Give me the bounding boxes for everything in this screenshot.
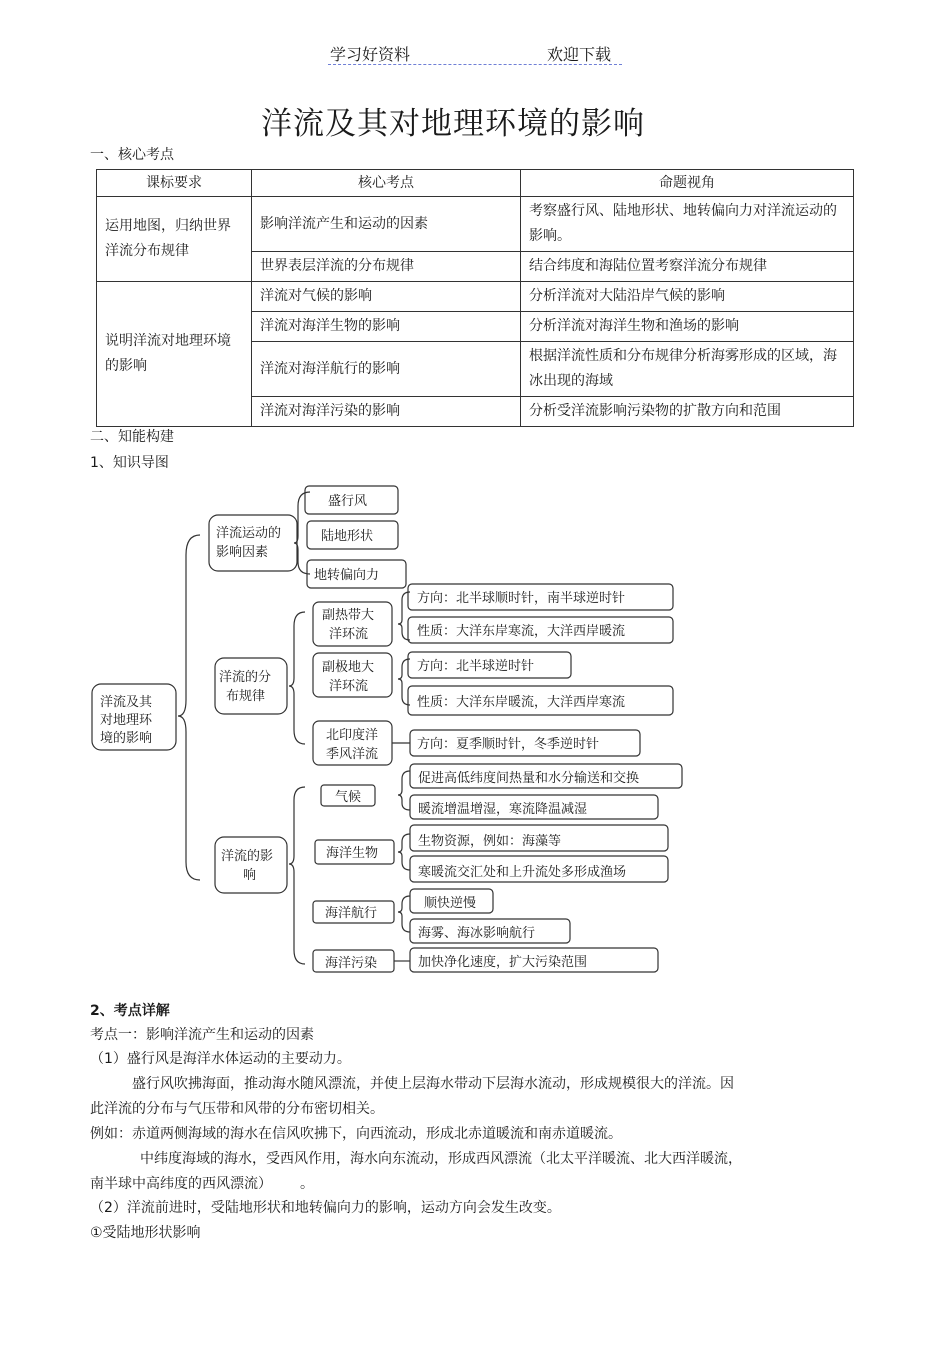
mindmap-node-text: 气候 <box>335 790 362 805</box>
paragraph: 考点一：影响洋流产生和运动的因素 <box>90 1027 314 1043</box>
mindmap-node-text: 海洋航行 <box>325 906 378 921</box>
table-cell-requirement: 说明洋流对地理环境的影响 <box>97 282 252 427</box>
mindmap-leaf-text: 性质：大洋东岸暖流，大洋西岸寒流 <box>417 695 626 710</box>
mindmap-node-text: 洋流的影 <box>221 849 274 864</box>
mindmap-bracket <box>289 787 305 964</box>
mindmap-root-line: 洋流及其 <box>100 695 153 710</box>
mindmap-leaf-text: 生物资源，例如：海藻等 <box>418 834 562 849</box>
header-left: 学习好资料 <box>330 45 411 64</box>
mindmap-leaf-text: 性质：大洋东岸寒流，大洋西岸暖流 <box>417 624 626 639</box>
mindmap-root-line: 对地理环 <box>100 713 153 728</box>
table-cell-angle: 根据洋流性质和分布规律分析海雾形成的区域，海冰出现的海域 <box>521 342 854 397</box>
mindmap-leaf-text: 地转偏向力 <box>314 568 380 583</box>
table-cell-point: 洋流对气候的影响 <box>252 282 521 312</box>
mindmap-node-text: 洋环流 <box>329 627 369 642</box>
mindmap-leaf-text: 方向：北半球顺时针，南半球逆时针 <box>417 591 626 606</box>
mindmap-leaf-text: 加快净化速度，扩大污染范围 <box>418 955 588 970</box>
mindmap-leaf-text: 方向：北半球逆时针 <box>417 659 535 674</box>
paragraph: （2）洋流前进时，受陆地形状和地转偏向力的影响，运动方向会发生改变。 <box>90 1200 561 1216</box>
mindmap-node-text: 副热带大 <box>322 608 375 623</box>
table-cell-angle: 分析洋流对大陆沿岸气候的影响 <box>521 282 854 312</box>
mindmap-node-box <box>215 837 287 893</box>
mindmap-node-text: 海洋生物 <box>326 846 379 861</box>
table-cell-point: 洋流对海洋污染的影响 <box>252 397 521 427</box>
mindmap-node-text: 洋环流 <box>329 679 369 694</box>
mindmap-leaf-text: 盛行风 <box>328 494 368 509</box>
mindmap-leaf-text: 海雾、海冰影响航行 <box>418 926 536 941</box>
paragraph: 盛行风吹拂海面，推动海水随风漂流，并使上层海水带动下层海水流动，形成规模很大的洋流。因 <box>132 1076 734 1092</box>
table-header-cell: 课标要求 <box>97 170 252 197</box>
table-cell-angle: 考察盛行风、陆地形状、地转偏向力对洋流运动的影响。 <box>521 197 854 252</box>
table-header-cell: 命题视角 <box>521 170 854 197</box>
mindmap-leaf-text: 寒暖流交汇处和上升流处多形成渔场 <box>418 865 627 880</box>
mindmap-node-text: 布规律 <box>226 689 266 704</box>
mindmap-node-text: 季风洋流 <box>326 747 379 762</box>
section-heading-core: 一、核心考点 <box>90 147 174 163</box>
mindmap-bracket <box>398 896 410 932</box>
section-heading-mindmap: 1、知识导图 <box>90 455 169 471</box>
table-cell-requirement: 运用地图，归纳世界洋流分布规律 <box>97 197 252 282</box>
mindmap-bracket <box>289 612 305 744</box>
header-right: 欢迎下载 <box>547 45 612 64</box>
table-header-cell: 核心考点 <box>252 170 521 197</box>
table-cell-angle: 分析洋流对海洋生物和渔场的影响 <box>521 312 854 342</box>
mindmap-leaf-text: 暖流增温增湿，寒流降温减湿 <box>418 802 588 817</box>
table-cell-point: 影响洋流产生和运动的因素 <box>252 197 521 252</box>
paragraph-period: 。 <box>300 1176 314 1192</box>
paragraph: 此洋流的分布与气压带和风带的分布密切相关。 <box>90 1101 384 1117</box>
mindmap-node-box <box>215 658 287 714</box>
mindmap-bracket <box>178 535 200 880</box>
table-cell-point: 洋流对海洋航行的影响 <box>252 342 521 397</box>
mindmap-node-text: 海洋污染 <box>325 956 378 971</box>
section-heading-knowledge: 二、知能构建 <box>90 429 174 445</box>
table-cell-point: 世界表层洋流的分布规律 <box>252 252 521 282</box>
mindmap-bracket <box>398 771 410 810</box>
mindmap-node-text: 响 <box>243 868 257 883</box>
table-cell-point: 洋流对海洋生物的影响 <box>252 312 521 342</box>
paragraph: 中纬度海域的海水，受西风作用，海水向东流动，形成西风漂流（北太平洋暖流、北大西洋暖流， <box>140 1151 742 1167</box>
table-cell-angle: 结合纬度和海陆位置考察洋流分布规律 <box>521 252 854 282</box>
mindmap-node-text: 影响因素 <box>216 545 269 560</box>
table-cell-angle: 分析受洋流影响污染物的扩散方向和范围 <box>521 397 854 427</box>
mindmap-leaf-text: 顺快逆慢 <box>424 896 477 911</box>
paragraph: ①受陆地形状影响 <box>90 1225 201 1241</box>
mindmap-node-text: 北印度洋 <box>326 728 379 743</box>
mindmap-node-text: 副极地大 <box>322 660 375 675</box>
mindmap-node-box <box>209 515 297 571</box>
mindmap-bracket <box>398 834 410 870</box>
paragraph: 南半球中高纬度的西风漂流） <box>90 1176 272 1192</box>
page-title: 洋流及其对地理环境的影响 <box>261 106 645 142</box>
mindmap-leaf-text: 促进高低纬度间热量和水分输送和交换 <box>418 771 640 786</box>
mindmap-leaf-text: 陆地形状 <box>321 529 374 544</box>
mindmap-root-line: 境的影响 <box>100 731 153 746</box>
mindmap-node-text: 洋流运动的 <box>216 526 282 541</box>
mindmap-leaf-text: 方向：夏季顺时针，冬季逆时针 <box>417 737 600 752</box>
mindmap-node-text: 洋流的分 <box>219 670 272 685</box>
paragraph: （1）盛行风是海洋水体运动的主要动力。 <box>90 1051 351 1067</box>
paragraph: 例如：赤道两侧海域的海水在信风吹拂下，向西流动，形成北赤道暖流和南赤道暖流。 <box>90 1126 622 1142</box>
section-heading-details: 2、考点详解 <box>90 1003 170 1019</box>
